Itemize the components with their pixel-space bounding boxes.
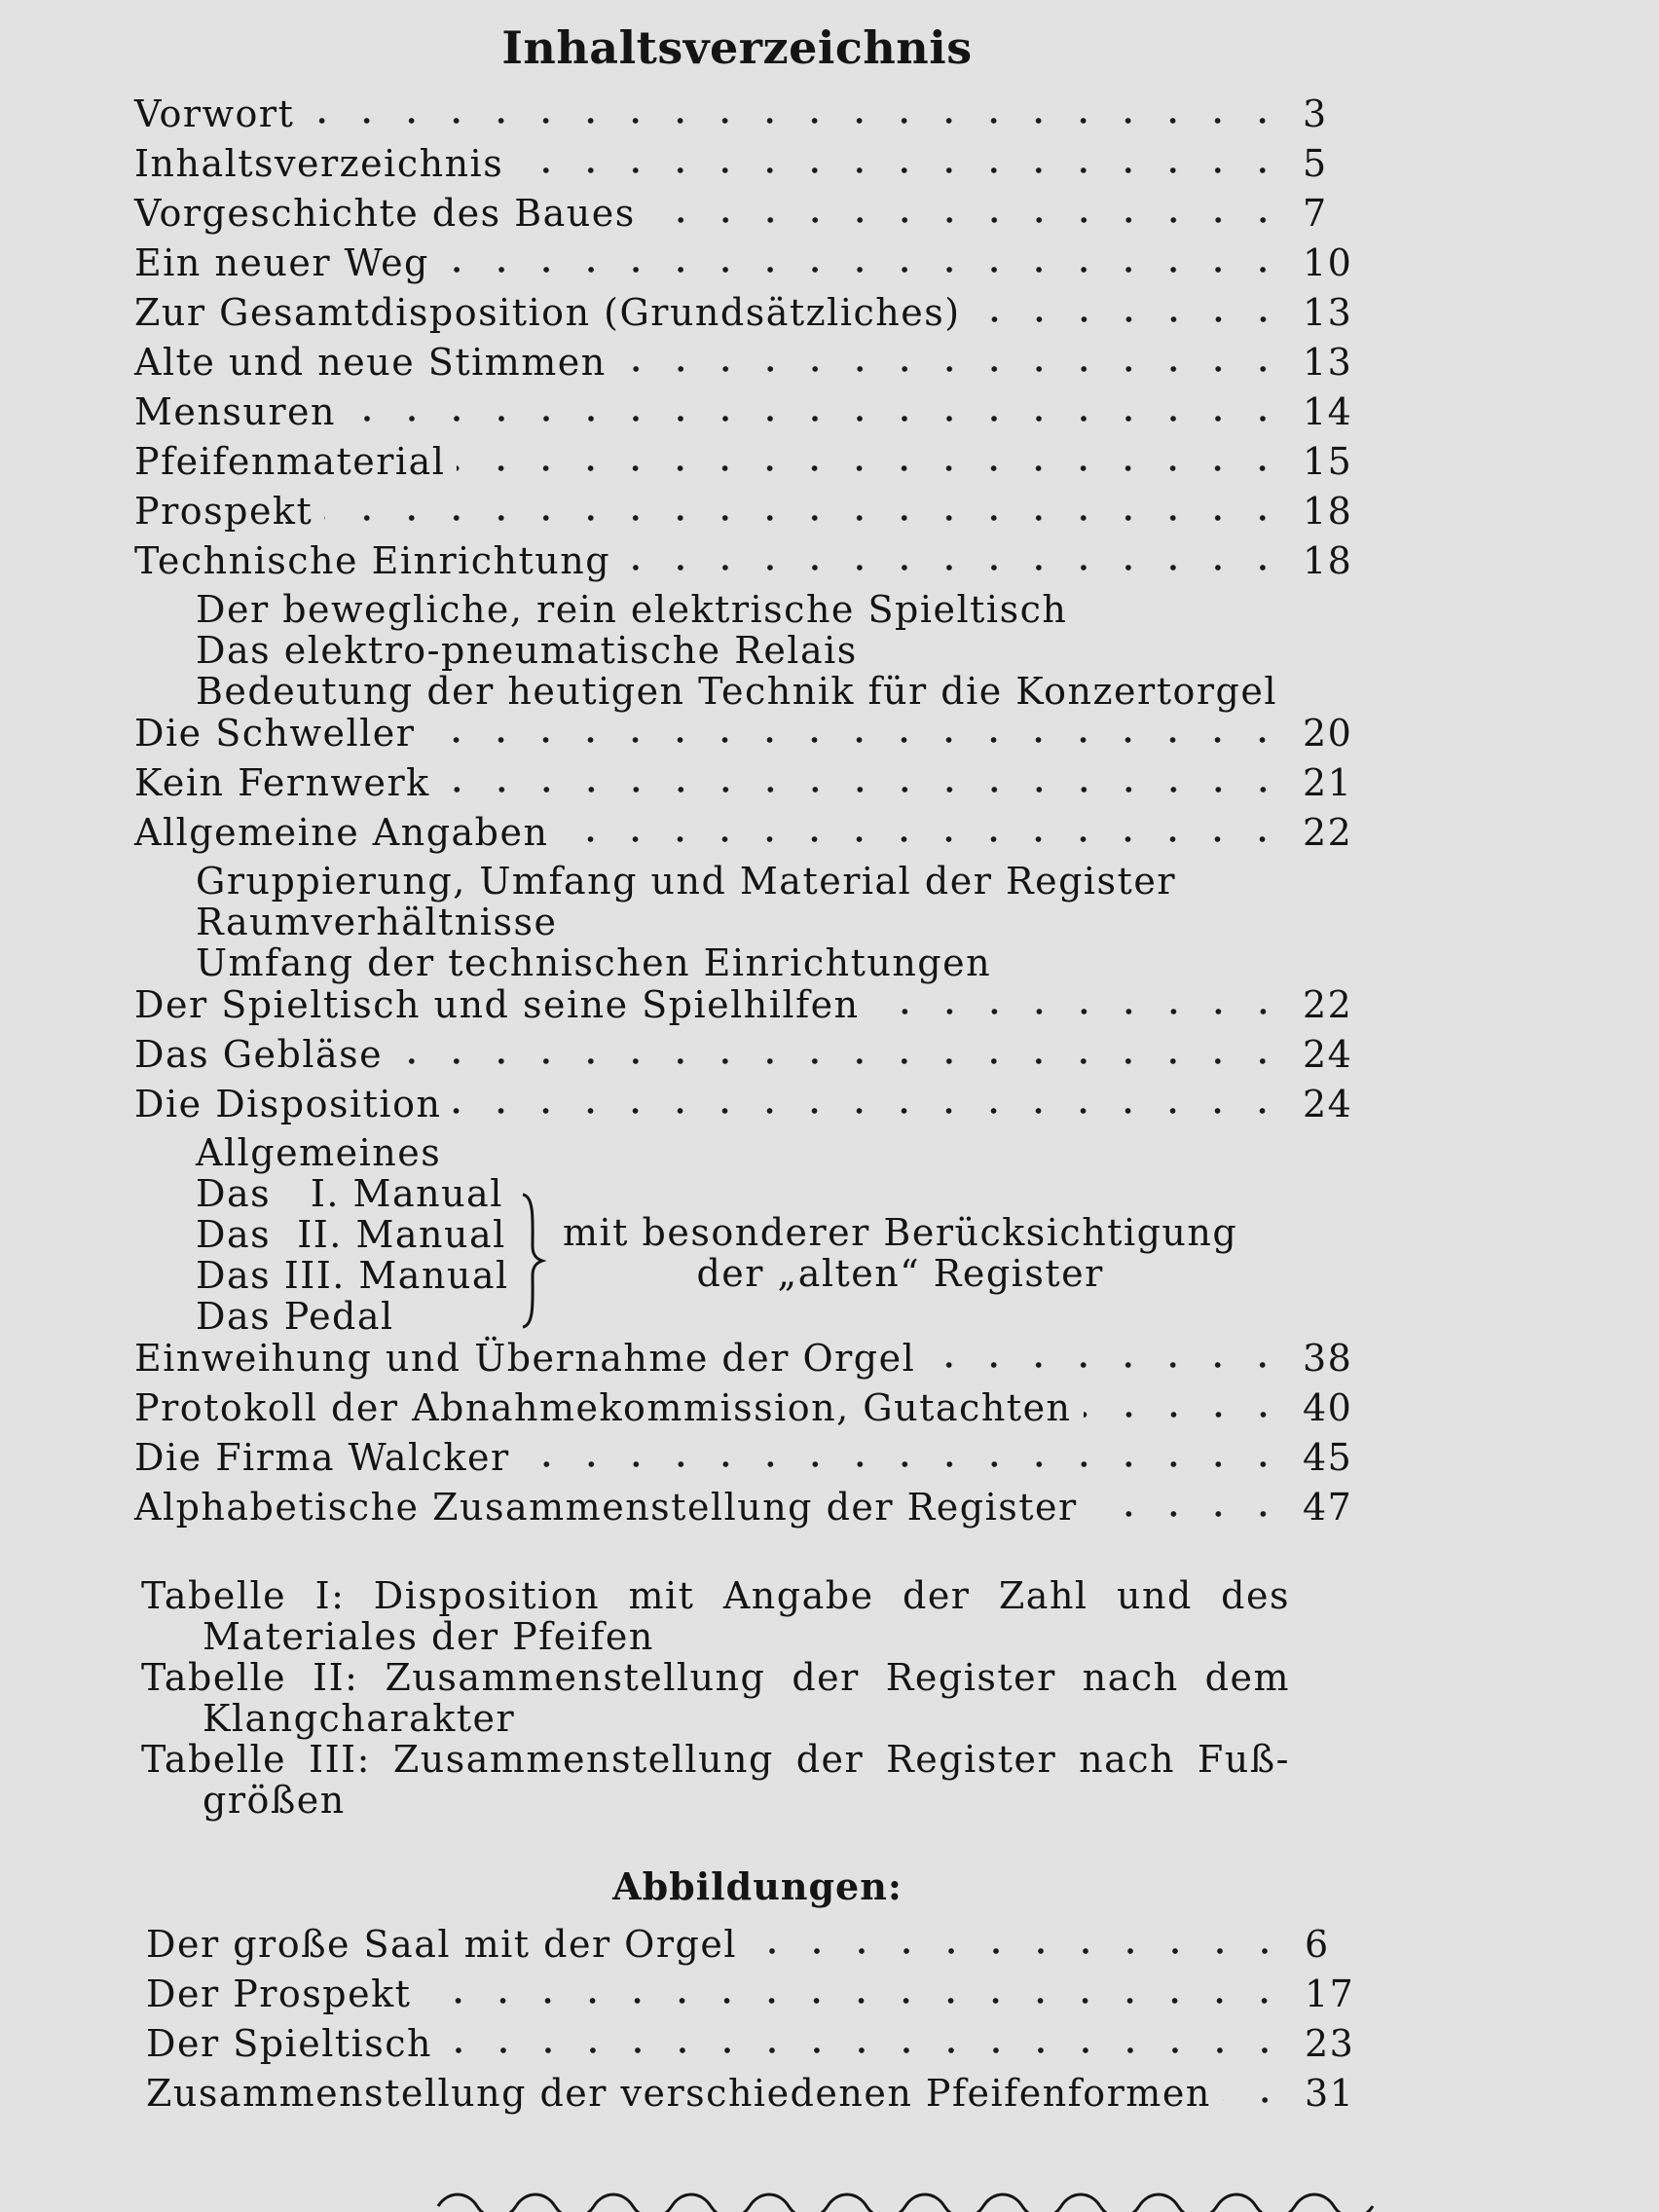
entry-label: Protokoll der Abnahmekommission, Gutachten: [134, 1386, 1072, 1429]
entry-label: Mensuren: [134, 390, 336, 433]
entry-page-number: 13: [1303, 291, 1353, 334]
entry-label: Die Schweller: [134, 712, 416, 755]
dot-leader: [560, 830, 1285, 849]
entry-page-number: 22: [1303, 811, 1353, 854]
toc-sub-technik: [134, 589, 1381, 712]
toc-sub-angaben: [134, 861, 1381, 983]
toc-entry: [134, 1386, 1381, 1436]
dot-leader: [444, 2041, 1287, 2060]
toc-entry: [134, 1486, 1381, 1535]
dot-leader: [1089, 1504, 1285, 1524]
toc-entry: [134, 390, 1381, 440]
page-title: Inhaltsverzeichnis: [501, 21, 973, 74]
dot-leader: [927, 1355, 1285, 1375]
toc-entry: [134, 1436, 1381, 1486]
entry-page-number: 45: [1303, 1436, 1353, 1479]
entry-label: Der Spieltisch: [146, 2022, 433, 2065]
toc-group-bottom: [134, 1337, 1381, 1535]
toc-sub-allgemeines: Allgemeines: [196, 1131, 442, 1174]
toc-entry: [134, 440, 1381, 490]
entry-label: Vorwort: [134, 92, 295, 135]
entry-label: Das Gebläse: [134, 1033, 384, 1076]
entry-label: Einweihung und Übernahme der Orgel: [134, 1337, 916, 1380]
dot-leader: [453, 1101, 1285, 1121]
entry-page-number: 6: [1305, 1923, 1330, 1966]
entry-label: Technische Einrichtung: [134, 539, 611, 582]
toc-group-mid: [134, 712, 1381, 861]
toc-group-mid2: [134, 983, 1381, 1132]
entry-page-number: 31: [1305, 2072, 1355, 2115]
toc-entry: [134, 1337, 1381, 1386]
toc-entry: [134, 490, 1381, 539]
brace-note-line-2: der „alten“ Register: [696, 1252, 1104, 1295]
abbildungen-heading: Abbildungen:: [612, 1864, 903, 1908]
entry-page-number: 15: [1303, 440, 1353, 483]
entry-page-number: 24: [1303, 1033, 1353, 1076]
toc-entry: [146, 1972, 1382, 2022]
manual-list: [196, 1173, 509, 1337]
entry-page-number: 38: [1303, 1337, 1353, 1380]
entry-page-number: 17: [1305, 1972, 1355, 2015]
entry-label: Prospekt: [134, 490, 313, 533]
dot-leader: [441, 260, 1285, 279]
table-entry: [141, 1739, 1290, 1821]
dot-leader: [324, 508, 1285, 528]
entry-label: Alte und neue Stimmen: [134, 341, 607, 384]
toc-group-top: [134, 92, 1381, 589]
toc-entry: [134, 761, 1381, 811]
toc-subentry: Raumverhältnisse: [196, 901, 558, 943]
entry-page-number: 7: [1303, 192, 1328, 235]
table-entry-continuation: Klangcharakter: [203, 1697, 516, 1740]
entry-page-number: 23: [1305, 2022, 1355, 2065]
toc-entry: [146, 2072, 1382, 2121]
table-entry-continuation: Materiales der Pfeifen: [203, 1615, 654, 1658]
table-entry-first-line: Tabelle III: Zusammenstellung der Register nach Fuß-: [141, 1738, 1290, 1781]
dot-leader: [306, 111, 1285, 130]
dot-leader: [515, 161, 1285, 180]
table-entry-first-line: Tabelle I: Disposition mit Angabe der Zahl und des: [141, 1574, 1290, 1617]
toc-subentry: Umfang der technischen Einrichtungen: [196, 941, 992, 984]
toc-list: [134, 92, 1381, 1535]
table-entry-first-line: Tabelle II: Zusammenstellung der Register nach dem: [141, 1656, 1290, 1699]
brace-note: [563, 1212, 1237, 1294]
dot-leader: [973, 310, 1285, 329]
toc-entry: [134, 291, 1381, 341]
entry-label: Pfeifenmaterial: [134, 440, 446, 483]
dot-leader: [348, 409, 1285, 428]
toc-entry: [134, 192, 1381, 241]
brace-note-line-1: mit besonderer Berücksichtigung: [563, 1211, 1238, 1254]
manual-item: Das I. Manual: [196, 1172, 503, 1215]
toc-entry: [134, 142, 1381, 192]
entry-page-number: 5: [1303, 142, 1328, 185]
entry-label: Ein neuer Weg: [134, 241, 429, 284]
ornament-border: [428, 2187, 1382, 2212]
toc-entry: [134, 1033, 1381, 1083]
toc-entry: [134, 92, 1381, 142]
manual-item: Das II. Manual: [196, 1213, 506, 1256]
entry-label: Der Spieltisch und seine Spielhilfen: [134, 983, 860, 1026]
entry-label: Inhaltsverzeichnis: [134, 142, 504, 185]
entry-page-number: 24: [1303, 1083, 1353, 1125]
dot-leader: [749, 1941, 1287, 1961]
manual-item: Das III. Manual: [196, 1254, 509, 1297]
entry-page-number: 40: [1303, 1386, 1353, 1429]
dot-leader: [618, 359, 1285, 379]
brace-icon: [519, 1193, 548, 1329]
entry-page-number: 14: [1303, 390, 1353, 433]
toc-subentry: Das elektro-pneumatische Relais: [196, 629, 858, 672]
toc-subentry: Der bewegliche, rein elektrische Spieltisch: [196, 588, 1068, 631]
entry-label: Vorgeschichte des Baues: [134, 192, 636, 235]
entry-page-number: 18: [1303, 539, 1353, 582]
entry-page-number: 20: [1303, 712, 1353, 755]
tables-list: [141, 1575, 1290, 1821]
manual-block: [134, 1173, 1381, 1337]
table-entry-continuation: größen: [203, 1779, 346, 1822]
entry-label: Kein Fernwerk: [134, 761, 430, 804]
entry-page-number: 22: [1303, 983, 1353, 1026]
toc-entry: [146, 1923, 1382, 1972]
toc-entry: [134, 341, 1381, 390]
dot-leader: [647, 210, 1285, 230]
abbildungen-list: [146, 1923, 1382, 2121]
entry-label: Die Disposition: [134, 1083, 442, 1125]
dot-leader: [394, 1051, 1285, 1071]
toc-subentry: Gruppierung, Umfang und Material der Register: [196, 860, 1176, 903]
toc-entry: [134, 241, 1381, 291]
entry-page-number: 18: [1303, 490, 1353, 533]
toc-subentry: Bedeutung der heutigen Technik für die Konzertorgel: [196, 670, 1277, 713]
toc-entry: [134, 712, 1381, 761]
dot-leader: [622, 558, 1285, 577]
entry-page-number: 10: [1303, 241, 1353, 284]
dot-leader: [457, 459, 1285, 478]
entry-label: Allgemeine Angaben: [134, 811, 549, 854]
entry-label: Zusammenstellung der verschiedenen Pfeifenformen: [146, 2072, 1211, 2115]
toc-entry: [134, 811, 1381, 861]
entry-page-number: 21: [1303, 761, 1353, 804]
toc-entry: [146, 2022, 1382, 2072]
manual-item: Das Pedal: [196, 1295, 394, 1338]
entry-label: Der Prospekt: [146, 1972, 412, 2015]
toc-entry: [134, 539, 1381, 589]
table-entry: [141, 1575, 1290, 1657]
dot-leader: [426, 730, 1285, 750]
dot-leader: [423, 1991, 1287, 2010]
entry-page-number: 47: [1303, 1486, 1353, 1529]
toc-entry: [134, 1083, 1381, 1132]
dot-leader: [442, 780, 1285, 799]
entry-label: Alphabetische Zusammenstellung der Register: [134, 1486, 1078, 1529]
dot-leader: [871, 1002, 1285, 1021]
dot-leader: [1084, 1405, 1285, 1424]
entry-label: Die Firma Walcker: [134, 1436, 510, 1479]
entry-page-number: 13: [1303, 341, 1353, 384]
entry-label: Der große Saal mit der Orgel: [146, 1923, 737, 1966]
entry-page-number: 3: [1303, 92, 1328, 135]
dot-leader: [522, 1455, 1285, 1474]
entry-label: Zur Gesamtdisposition (Grundsätzliches): [134, 291, 961, 334]
toc-entry: [134, 983, 1381, 1033]
table-entry: [141, 1657, 1290, 1739]
dot-leader: [1223, 2090, 1287, 2110]
